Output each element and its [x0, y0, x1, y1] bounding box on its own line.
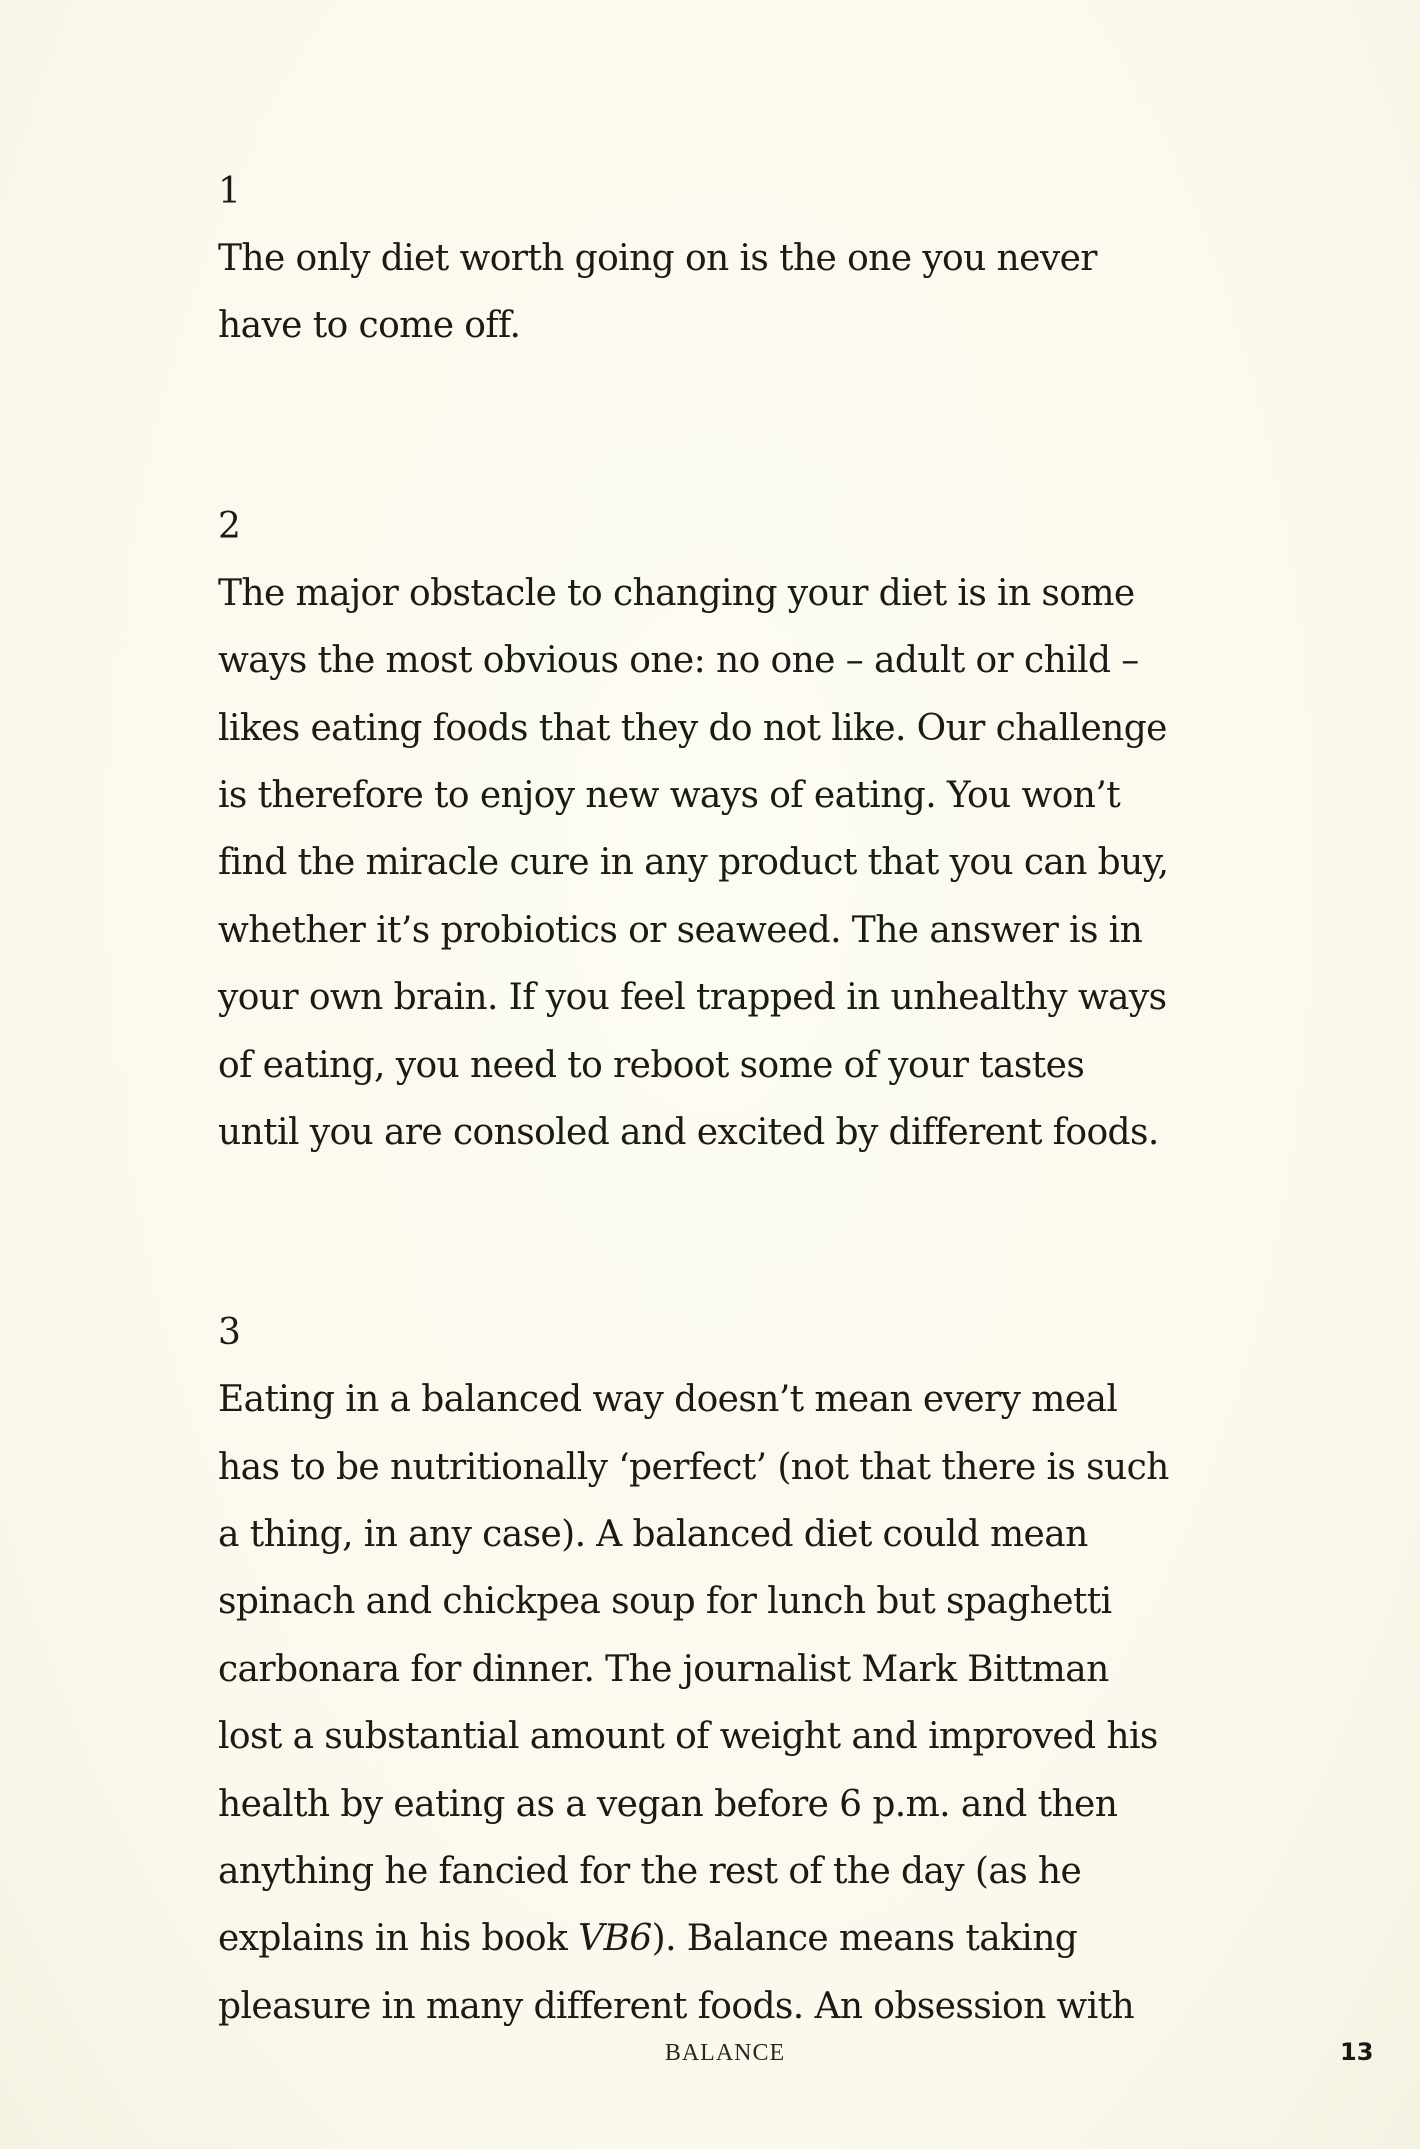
- text-line: carbonara for dinner. The journalist Mark Bittman: [218, 1648, 1109, 1690]
- text-line: The only diet worth going on is the one you never: [218, 238, 1097, 279]
- text-line: Eating in a balanced way doesn’t mean every meal: [218, 1379, 1118, 1421]
- text-line: has to be nutritionally ‘perfect’ (not that there is such: [218, 1446, 1169, 1488]
- section-number: 2: [218, 505, 241, 547]
- text-column: [218, 158, 1258, 2040]
- text-line: ways the most obvious one: no one – adult or child –: [218, 640, 1139, 682]
- text-line: have to come off.: [218, 305, 521, 347]
- text-line: whether it’s probiotics or seaweed. The answer is in: [218, 909, 1143, 951]
- page-number: 13: [1340, 2038, 1374, 2066]
- text-line: of eating, you need to reboot some of your tastes: [218, 1044, 1085, 1086]
- text-line: spinach and chickpea soup for lunch but spaghetti: [218, 1581, 1112, 1623]
- section-2: [218, 493, 1258, 1167]
- section-spacer: [218, 1166, 1258, 1299]
- text-line: The major obstacle to changing your diet is in some: [218, 572, 1135, 614]
- text-line: a thing, in any case). A balanced diet could mean: [218, 1514, 1088, 1556]
- text-line: your own brain. If you feel trapped in unhealthy ways: [218, 977, 1167, 1019]
- section-1: [218, 158, 1258, 360]
- text-line: explains in his book VB6). Balance means taking: [218, 1918, 1078, 1960]
- section-spacer: [218, 360, 1258, 493]
- section-number: 3: [218, 1312, 241, 1354]
- text-line: health by eating as a vegan before 6 p.m. and then: [218, 1783, 1118, 1825]
- section-number: 1: [218, 171, 241, 212]
- running-head: BALANCE: [664, 2040, 786, 2066]
- text-line: likes eating foods that they do not like. Our challenge: [218, 707, 1167, 749]
- text-line: is therefore to enjoy new ways of eating. You won’t: [218, 774, 1121, 816]
- text-line: lost a substantial amount of weight and improved his: [218, 1716, 1158, 1758]
- text-line: until you are consoled and excited by different foods.: [218, 1111, 1159, 1153]
- book-title: VB6: [578, 1918, 652, 1960]
- text-line: anything he fancied for the rest of the day (as he: [218, 1851, 1082, 1893]
- text-line: pleasure in many different foods. An obsession with: [218, 1985, 1135, 2027]
- section-3: [218, 1299, 1258, 2040]
- text-line: find the miracle cure in any product that you can buy,: [218, 842, 1169, 884]
